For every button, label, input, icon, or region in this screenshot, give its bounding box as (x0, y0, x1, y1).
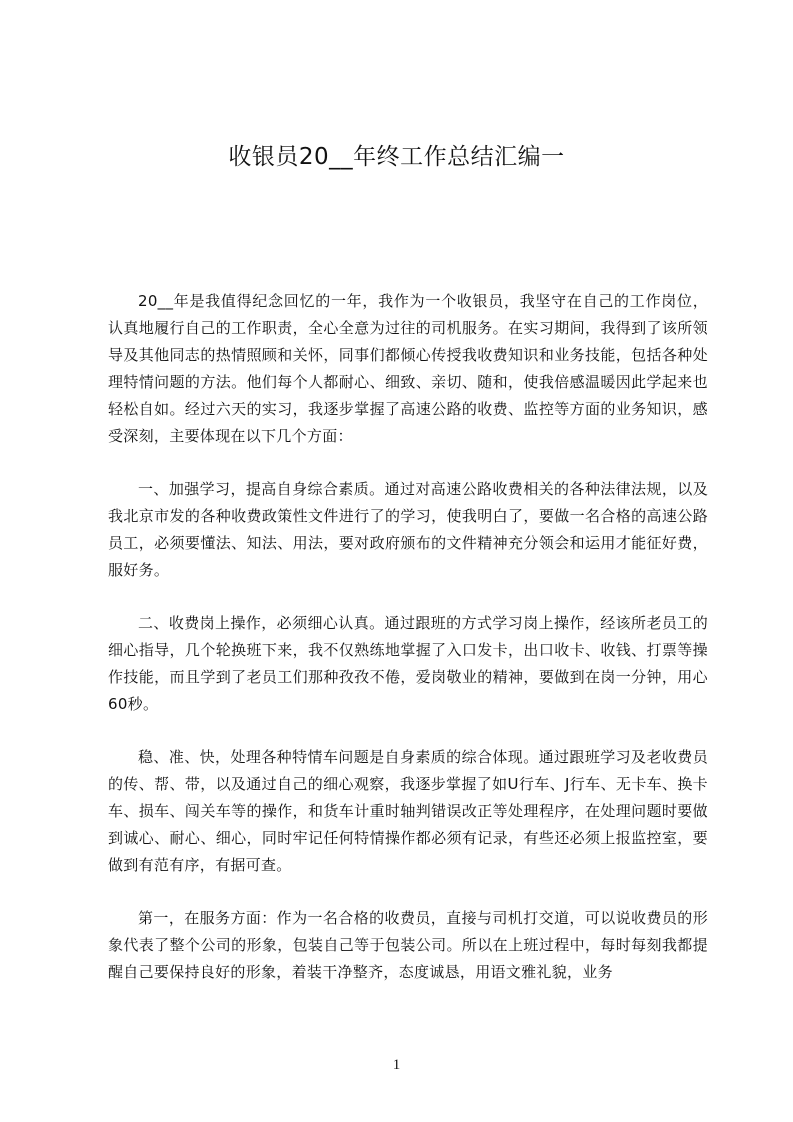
paragraph-service: 第一，在服务方面：作为一名合格的收费员，直接与司机打交道，可以说收费员的形象代表了整个公司的形象，包装自己等于包装公司。所以在上班过程中，每时每刻我都提醒自己要保持良好的形象，着装干净整齐，态度诚恳，用语文雅礼貌，业务 (108, 909, 708, 981)
paragraph-operation: 二、收费岗上操作，必须细心认真。通过跟班的方式学习岗上操作，经该所老员工的细心指导，几个轮换班下来，我不仅熟练地掌握了入口发卡，出口收卡、收钱、打票等操作技能，而且学到了老员工们那种孜孜不倦，爱岗敬业的精神，要做到在岗一分钟，用心60秒。 (108, 614, 708, 713)
paragraph-study: 一、加强学习，提高自身综合素质。通过对高速公路收费相关的各种法律法规，以及我北京市发的各种收费政策性文件进行了的学习，使我明白了，要做一名合格的高速公路员工，必须要懂法、知法、用法，要对政府颁布的文件精神充分领会和运用才能征好费，服好务。 (108, 480, 708, 579)
document-title: 收银员20__年终工作总结汇编一 (228, 144, 565, 170)
page-number: 1 (392, 1057, 401, 1073)
document-body (108, 288, 708, 1012)
paragraph-intro: 20__年是我值得纪念回忆的一年，我作为一个收银员，我坚守在自己的工作岗位，认真地履行自己的工作职责，全心全意为过往的司机服务。在实习期间，我得到了该所领导及其他同志的热情照顾和关怀，同事们都倾心传授我收费知识和业务技能，包括各种处理特情问题的方法。他们每个人都耐心、细致、亲切、随和，使我倍感温暖因此学起来也轻松自如。经过六天的实习，我逐步掌握了高速公路的收费、监控等方面的业务知识，感受深刻，主要体现在以下几个方面： (108, 292, 708, 445)
paragraph-special-vehicles: 稳、准、快，处理各种特情车问题是自身素质的综合体现。通过跟班学习及老收费员的传、帮、带，以及通过自己的细心观察，我逐步掌握了如U行车、J行车、无卡车、换卡车、损车、闯关车等的操作，和货车计重时轴判错误改正等处理程序，在处理问题时要做到诚心、耐心、细心，同时牢记任何特情操作都必须有记录，有些还必须上报监控室，要做到有范有序，有据可查。 (108, 748, 708, 874)
